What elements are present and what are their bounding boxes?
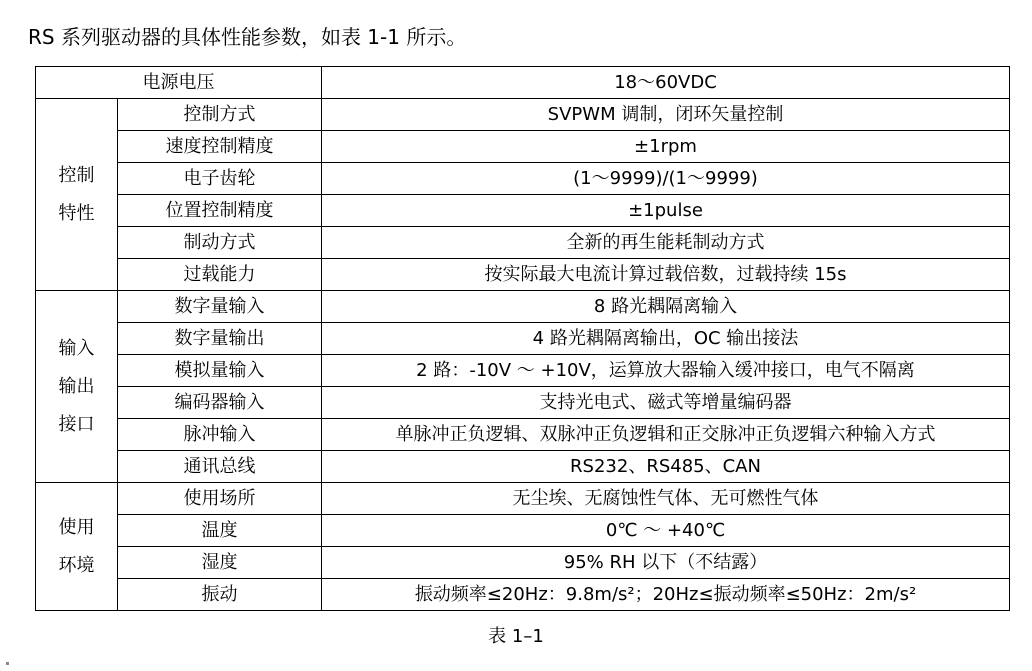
table-row bbox=[36, 515, 1010, 547]
value-cell: 按实际最大电流计算过载倍数，过载持续 15s bbox=[322, 259, 1010, 291]
value-cell: RS232、RS485、CAN bbox=[322, 451, 1010, 483]
value-cell: 8 路光耦隔离输入 bbox=[322, 291, 1010, 323]
table-row bbox=[36, 163, 1010, 195]
spec-table bbox=[35, 66, 1010, 611]
table-row bbox=[36, 579, 1010, 611]
value-cell: 95% RH 以下（不结露） bbox=[322, 547, 1010, 579]
value-cell: (1～9999)/(1～9999) bbox=[322, 163, 1010, 195]
param-cell: 通讯总线 bbox=[118, 451, 322, 483]
group-title-line: 输出 bbox=[58, 375, 95, 397]
param-cell: 数字量输入 bbox=[118, 291, 322, 323]
group-title-cell bbox=[36, 291, 118, 483]
table-row bbox=[36, 483, 1010, 515]
table-row bbox=[36, 227, 1010, 259]
value-cell: 全新的再生能耗制动方式 bbox=[322, 227, 1010, 259]
group-title-line: 控制 bbox=[58, 164, 95, 186]
group-title-line: 使用 bbox=[58, 516, 95, 538]
table-row bbox=[36, 291, 1010, 323]
group-title-line: 输入 bbox=[58, 337, 95, 359]
group-title-line: 接口 bbox=[58, 413, 95, 435]
param-cell: 脉冲输入 bbox=[118, 419, 322, 451]
param-cell: 编码器输入 bbox=[118, 387, 322, 419]
param-cell: 控制方式 bbox=[118, 99, 322, 131]
table-row bbox=[36, 259, 1010, 291]
param-cell: 数字量输出 bbox=[118, 323, 322, 355]
intro-paragraph: RS 系列驱动器的具体性能参数，如表 1-1 所示。 bbox=[28, 25, 467, 49]
power-value-cell: 18～60VDC bbox=[322, 67, 1010, 99]
table-row bbox=[36, 547, 1010, 579]
table-row bbox=[36, 323, 1010, 355]
value-cell: 4 路光耦隔离输出，OC 输出接法 bbox=[322, 323, 1010, 355]
value-cell: 支持光电式、磁式等增量编码器 bbox=[322, 387, 1010, 419]
table-row bbox=[36, 195, 1010, 227]
table-row bbox=[36, 67, 1010, 99]
param-cell: 振动 bbox=[118, 579, 322, 611]
table-row bbox=[36, 131, 1010, 163]
value-cell: ±1rpm bbox=[322, 131, 1010, 163]
table-row bbox=[36, 451, 1010, 483]
value-cell: 单脉冲正负逻辑、双脉冲正负逻辑和正交脉冲正负逻辑六种输入方式 bbox=[322, 419, 1010, 451]
value-cell: 0℃ ～ +40℃ bbox=[322, 515, 1010, 547]
value-cell: 2 路：-10V ～ +10V，运算放大器输入缓冲接口，电气不隔离 bbox=[322, 355, 1010, 387]
table-row bbox=[36, 419, 1010, 451]
param-cell: 电子齿轮 bbox=[118, 163, 322, 195]
group-title-line: 环境 bbox=[58, 554, 95, 576]
param-cell: 过载能力 bbox=[118, 259, 322, 291]
value-cell: 振动频率≤20Hz：9.8m/s²；20Hz≤振动频率≤50Hz：2m/s² bbox=[322, 579, 1010, 611]
table-caption: 表 1–1 bbox=[488, 626, 544, 647]
table-row bbox=[36, 387, 1010, 419]
page-corner-mark bbox=[6, 662, 9, 665]
value-cell: SVPWM 调制，闭环矢量控制 bbox=[322, 99, 1010, 131]
param-cell: 使用场所 bbox=[118, 483, 322, 515]
param-cell: 湿度 bbox=[118, 547, 322, 579]
group-title-cell bbox=[36, 483, 118, 611]
param-cell: 制动方式 bbox=[118, 227, 322, 259]
table-row bbox=[36, 355, 1010, 387]
param-cell: 位置控制精度 bbox=[118, 195, 322, 227]
param-cell: 速度控制精度 bbox=[118, 131, 322, 163]
value-cell: 无尘埃、无腐蚀性气体、无可燃性气体 bbox=[322, 483, 1010, 515]
param-cell: 模拟量输入 bbox=[118, 355, 322, 387]
table-row bbox=[36, 99, 1010, 131]
param-cell: 温度 bbox=[118, 515, 322, 547]
group-title-line: 特性 bbox=[58, 202, 95, 224]
value-cell: ±1pulse bbox=[322, 195, 1010, 227]
group-title-cell bbox=[36, 99, 118, 291]
power-label-cell: 电源电压 bbox=[36, 67, 322, 99]
